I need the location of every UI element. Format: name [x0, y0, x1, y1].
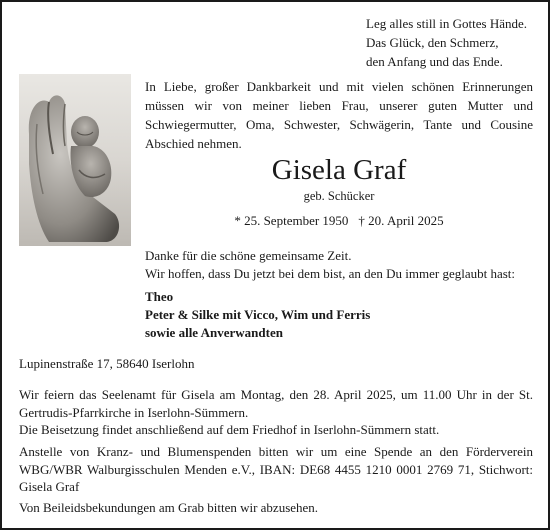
family-address: Lupinenstraße 17, 58640 Iserlohn — [19, 356, 195, 371]
mourner: sowie alle Anverwandten — [145, 325, 283, 340]
closing-note: Von Beileidsbekundungen am Grab bitten wir abzusehen. — [19, 500, 319, 515]
poem-line: Das Glück, den Schmerz, — [366, 35, 499, 50]
poem-line: Leg alles still in Gottes Hände. — [366, 16, 528, 31]
thanks-line: Danke für die schöne gemeinsame Zeit. — [145, 248, 352, 263]
death-date: † 20. April 2025 — [358, 213, 444, 228]
donation-request: Anstelle von Kranz- und Blumenspenden bitten wir um eine Spende an den Förderverein WBG/WBR Walburgisschulen Menden e.V., IBAN: DE68 4455 1210 0001 2769 71, Stichwort: Gisela Graf — [19, 444, 533, 494]
burial-text: Die Beisetzung findet anschließend auf dem Friedhof in Iserlohn-Sümmern statt. — [19, 422, 440, 437]
birth-date: * 25. September 1950 — [234, 213, 349, 228]
poem — [366, 14, 546, 71]
thanks-line: Wir hoffen, dass Du jetzt bei dem bist, an den Du immer geglaubt hast: — [145, 266, 516, 281]
maiden-name: geb. Schücker — [303, 189, 375, 203]
mourner: Peter & Silke mit Vicco, Wim und Ferris — [145, 307, 371, 322]
mourners-list — [145, 288, 535, 342]
life-dates — [145, 212, 533, 230]
sculpture-photo — [19, 74, 131, 246]
requiem-mass-text: Wir feiern das Seelenamt für Gisela am Montag, den 28. April 2025, um 11.00 Uhr in der St. Gertrudis-Pfarrkirche in Iserlohn-Sümmern. — [19, 387, 533, 420]
deceased-name: Gisela Graf — [271, 154, 407, 186]
service-details — [19, 386, 533, 439]
mourner: Theo — [145, 289, 174, 304]
intro-text: In Liebe, großer Dankbarkeit und mit vielen schönen Erinnerungen müssen wir von meiner lieben Frau, unserer guten Mutter und Schwiegermutter, Oma, Schwester, Schwägerin, Tante und Cousine Abschied nehmen. — [145, 79, 533, 151]
thanks-text — [145, 247, 545, 283]
poem-line: den Anfang und das Ende. — [366, 54, 503, 69]
